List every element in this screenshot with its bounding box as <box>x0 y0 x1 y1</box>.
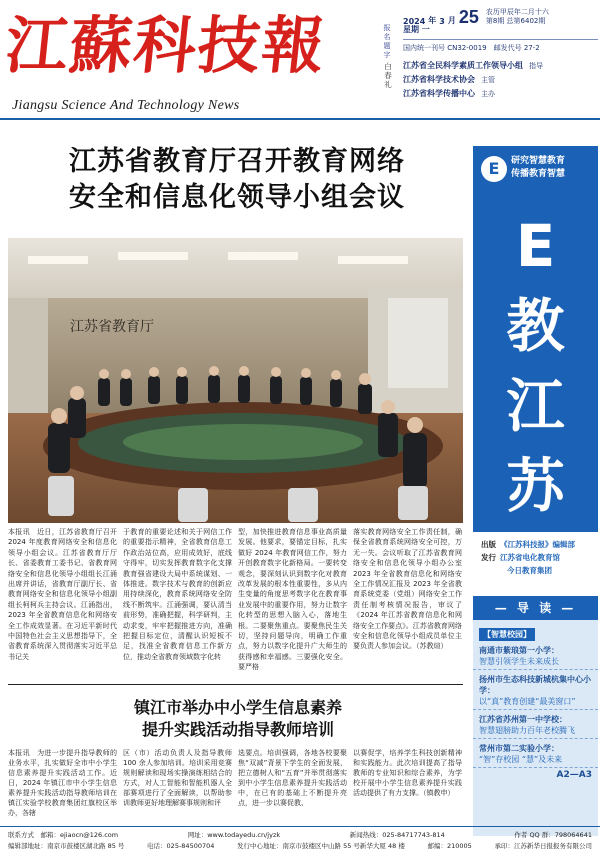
banner-big-title: E 教 江 苏 <box>506 212 565 520</box>
issn-line: 国内统一刊号 CN32-0019 邮发代号 27-2 <box>403 39 598 53</box>
sponsor-item: 江苏省科学传播中心 主办 <box>403 89 495 98</box>
e-badge-icon: E <box>481 156 507 182</box>
wall-sign-text: 江苏省教育厅 <box>70 319 154 335</box>
masthead <box>0 0 600 120</box>
toc-section-tag: 【智慧校园】 <box>479 628 535 641</box>
table-of-contents <box>473 596 598 836</box>
weekday: 星期 一 <box>403 25 430 34</box>
lunar-date: 农历甲辰年二月十六 第8期 总第6402期 <box>485 8 549 25</box>
issue-day: 25 <box>458 7 479 27</box>
footer-address-row: 编辑部地址：南京市鼓楼区湖北路 85 号 电话：025-84500704 发行中心地址：南京市鼓楼区中山路 55 号新华大厦 48 楼 邮编：210005 承印：江苏新华日报报务有限公司 <box>8 842 592 850</box>
newspaper-english-title: Jiangsu Science And Technology News <box>12 98 240 113</box>
toc-page-range: A2—A3 <box>556 770 592 780</box>
article-column: 本报讯 为进一步提升指导教师的业务水平，扎实做好全市中小学生信息素养提升实践活动工作。近日，2024 年镇江市中小学生信息素养提升实践活动指导教师培训在镇江实验学校教育集团红旗校区举办，各辖 <box>8 749 117 817</box>
sponsor-item: 江苏省全民科学素质工作领导小组 指导 <box>403 61 543 70</box>
lead-article-body <box>8 527 462 677</box>
publisher-info: 出版 《江苏科技报》编辑部 发行 江苏省电化教育馆 今日教育集团 <box>481 540 575 575</box>
toc-heading: — 导 读 — <box>473 596 598 620</box>
article-column: 区（市）活动负责人及指导教师 100 余人参加培训。培训采用竞赛规则解读和现场实操演练相结合的方式，对人工智能和智能机器人全部赛项进行了全面解读，以帮助参训教师更好地理解赛事规则和评 <box>123 749 232 807</box>
meeting-photo <box>8 238 463 523</box>
article-column: 落实教育网络安全工作责任制，确保全省教育系统网络安全可控，万无一失。会议听取了江苏省教育网络安全和信息化领导小组办公室 2023 年全省教育信息化和网络安全工作情况汇报及 2023 年全省教育系统党委（党组）网络安全工作责任制考核情况报告，审议了《2024 年江苏省教育信息化和网络安全工作要点》。江苏省教育网络安全和信息化领导小组成员单位主要负责人参加会议。（苏教煊） <box>353 528 462 651</box>
article-column: 本报讯 近日，江苏省教育厅召开 2024 年度教育网络安全和信息化领导小组会议。江苏省教育厅厅长、省委教育工委书记、省教育网络安全和信息化领导小组组长江涌出席并讲话，省教育厅副厅长、省教育网络安全和信息化领导小组副组长柯柯兵主持会议。江涌指出，2023 年全省教育信息化和网络安全工作成效显著。在习近平新时代中国特色社会主义思想指导下，全省教育系统深入贯彻落实习近平总书记关 <box>8 528 117 661</box>
title-inscription-label: 报名题字 <box>383 24 391 59</box>
article-column: 以赛促学，培养学生科技创新精神和实践能力。此次培训提高了指导教师的专业知识和综合素养，为学校开展中小学生信息素养提升实践活动提供了有力支撑。（镇教申） <box>353 749 462 797</box>
lead-headline[interactable]: 江苏省教育厅召开教育网络 安全和信息化领导小组会议 <box>69 146 405 213</box>
article-column: 型，加快推进教育信息事业高质量发展。他要求，要锚定目标，扎实做好 2024 年教育网信工作，努力开创教育数字化新格局。一要转变观念，要深刻认识到数字化对教育改革发展的根本性重要性，多从内生变量的角度思考数字化在教育事业发展中的重要作用，努力让数字化转型的思想入脑入心，落地生根。二要聚焦重点。要聚焦民生关切，坚持问题导向，明确工作重点，努力以数字化提升广大师生的获得感和幸福感。三要强化安全。要严格 <box>238 528 347 672</box>
second-headline[interactable]: 镇江市举办中小学生信息素养 提升实践活动指导教师培训 <box>133 698 342 739</box>
toc-item[interactable]: 江苏省苏州第一中学校： 智慧翅膀助力百年老校腾飞 <box>473 710 598 739</box>
issue-date: 2024 年 3 月 25 农历甲辰年二月十六 第8期 总第6402期 <box>403 7 549 27</box>
e-education-banner <box>473 146 598 532</box>
toc-item[interactable]: 扬州市生态科技新城杭集中心小学： 以“真”教育创建“最美窗口” <box>473 670 598 710</box>
sponsor-list <box>403 59 598 101</box>
toc-item[interactable]: 常州市第二实验小学： “智”存校园 “慧”及未来 <box>473 739 598 768</box>
issue-info <box>403 8 598 101</box>
article-column: 于教育的重要论述和关于网信工作的重要指示精神，全省教育信息工作政治站位高，应用成效好，底线守得牢，切实发挥教育数字化支撑教育强省建设大局中系统谋划、一体推进。数字技术与教育的创新应用持续深化，教育系统网络安全防线不断筑牢。江涌强调，要认清当前形势，准确把握，科学研判，主动求变，牢牢把握推进方向，准确把握目标定位，清醒认识短板不足，找准全省教育信息工作新方位，推动全省教育领域数字化转 <box>123 528 232 661</box>
second-article-body <box>8 748 462 826</box>
footer-contact-row: 联系方式 邮箱：ejiaocn@126.com 网址：www.todayedu.cn/jyzk 新闻热线：025-84717743-814 作者 QQ 群：798064641 <box>8 831 592 839</box>
section-divider <box>8 684 463 685</box>
footer <box>0 826 600 859</box>
banner-slogan: 研究智慧教育 传播教育智慧 <box>511 156 566 179</box>
calligrapher-signature: 白春礼 <box>384 62 392 89</box>
toc-item[interactable]: 南通市紫琅第一小学： 智慧引领学生未来成长 <box>473 641 598 670</box>
newspaper-logo: 江蘇科技報 <box>2 9 330 82</box>
sponsor-item: 江苏省科学技术协会 主管 <box>403 75 495 84</box>
conference-room-illustration <box>8 238 463 523</box>
article-column: 选要点。培训强调，各地各校要聚焦“双减”背景下学生的全面发展，把立德树人和“五育”并举贯彻落实到中小学生信息素养提升实践活动中，在已有的基础上不断提升亮点，进一步以赛促教、 <box>238 749 347 807</box>
